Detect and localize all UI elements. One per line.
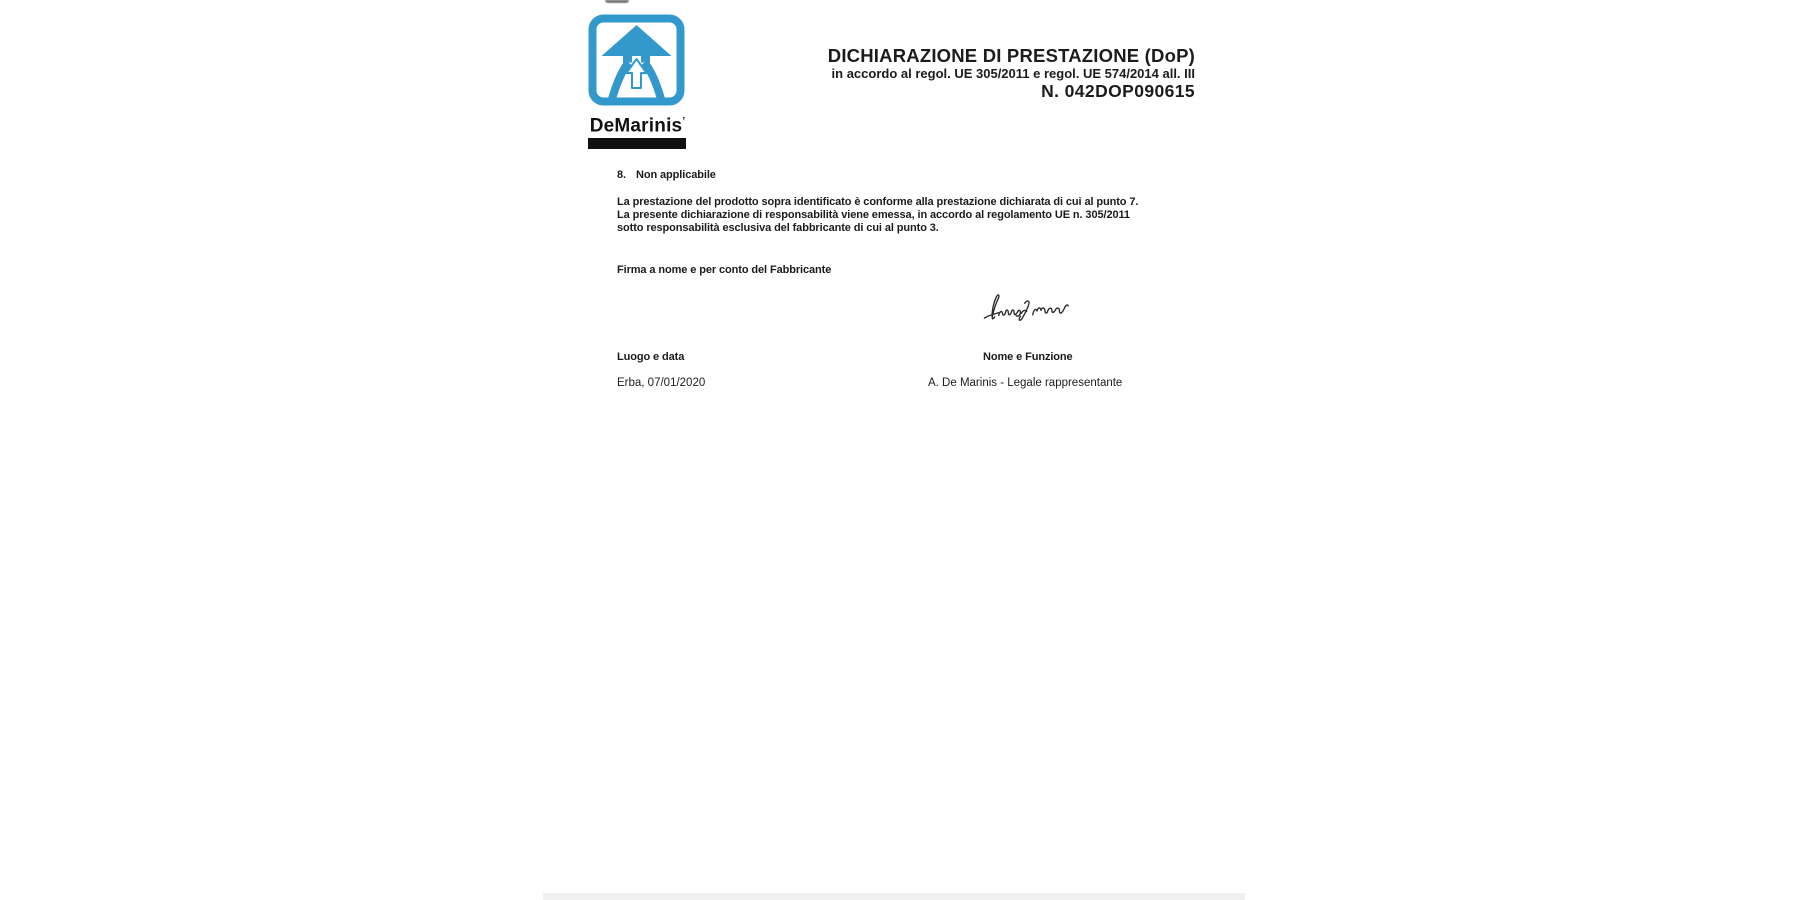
section-item-8	[617, 169, 716, 182]
declaration-paragraph-line-3: sotto responsabilità esclusiva del fabbricante di cui al punto 3.	[617, 222, 939, 234]
declaration-paragraph-line-1: La prestazione del prodotto sopra identificato è conforme alla prestazione dichiarata di cui al punto 7.	[617, 196, 1139, 208]
brand-trademark: ’	[682, 116, 686, 127]
signature-image	[981, 291, 1071, 327]
document-header	[828, 45, 1195, 101]
logo-arrow-icon	[588, 14, 685, 106]
scan-artifact-top	[605, 0, 629, 3]
declaration-paragraph-line-2: La presente dichiarazione di responsabilità viene emessa, in accordo al regolamento UE n. 305/2011	[617, 209, 1130, 221]
logo-underline-bar	[588, 138, 686, 149]
name-function-label: Nome e Funzione	[983, 351, 1073, 363]
section-item-number: 8.	[617, 169, 626, 181]
section-item-text: Non applicabile	[636, 169, 716, 181]
place-date-label: Luogo e data	[617, 351, 685, 363]
doc-title: DICHIARAZIONE DI PRESTAZIONE (DoP)	[827, 45, 1195, 66]
page-bottom-gap	[543, 893, 1245, 900]
doc-number: N. 042DOP090615	[1041, 81, 1195, 101]
signature-caption: Firma a nome e per conto del Fabbricante	[617, 264, 832, 276]
company-logo	[588, 14, 687, 149]
doc-subtitle: in accordo al regol. UE 305/2011 e regol. UE 574/2014 all. III	[831, 66, 1195, 81]
brand-name: DeMarinis’	[589, 115, 686, 137]
place-date-value: Erba, 07/01/2020	[617, 377, 706, 389]
name-function-value: A. De Marinis - Legale rappresentante	[928, 377, 1123, 389]
